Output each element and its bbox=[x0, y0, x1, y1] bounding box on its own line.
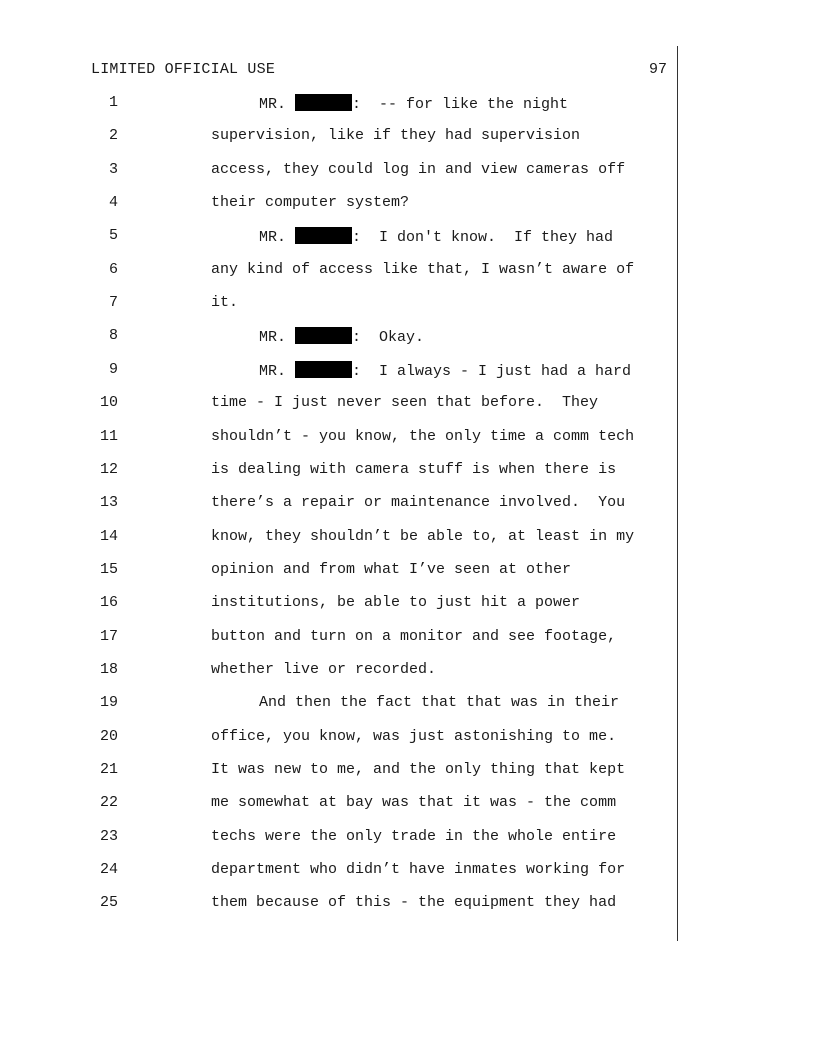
line-number: 16 bbox=[99, 594, 118, 612]
line-text bbox=[211, 127, 580, 144]
line-text bbox=[211, 528, 634, 545]
line-number: 7 bbox=[108, 294, 118, 312]
line-body: it. bbox=[211, 294, 239, 312]
transcript-line bbox=[0, 127, 816, 151]
line-body: department who didn’t have inmates working for bbox=[211, 861, 626, 879]
line-body: there’s a repair or maintenance involved. You bbox=[211, 494, 626, 512]
transcript-line bbox=[0, 861, 816, 885]
line-text bbox=[211, 828, 616, 845]
line-number: 13 bbox=[99, 494, 118, 512]
line-number: 18 bbox=[99, 660, 118, 678]
line-body: techs were the only trade in the whole entire bbox=[211, 827, 617, 845]
transcript-line bbox=[0, 294, 816, 318]
line-number: 23 bbox=[99, 827, 118, 845]
line-number: 10 bbox=[99, 394, 118, 412]
line-body: me somewhat at bay was that it was - the comm bbox=[211, 794, 617, 812]
redaction-box bbox=[295, 327, 352, 344]
transcript-line bbox=[0, 94, 816, 118]
line-text bbox=[211, 561, 571, 578]
line-body: know, they shouldn’t be able to, at least in my bbox=[211, 527, 635, 545]
line-number: 8 bbox=[108, 327, 118, 345]
line-text bbox=[259, 227, 613, 246]
transcript-line bbox=[0, 361, 816, 385]
transcript-line bbox=[0, 327, 816, 351]
line-number: 15 bbox=[99, 560, 118, 578]
transcript-line bbox=[0, 428, 816, 452]
line-body: : I always - I just had a hard bbox=[352, 362, 632, 380]
line-text bbox=[211, 628, 616, 645]
transcript-line bbox=[0, 694, 816, 718]
line-number: 12 bbox=[99, 460, 118, 478]
speaker-label: MR. bbox=[259, 329, 296, 347]
line-body: time - I just never seen that before. They bbox=[211, 394, 599, 412]
line-number: 17 bbox=[99, 627, 118, 645]
transcript-line bbox=[0, 227, 816, 251]
line-number: 20 bbox=[99, 727, 118, 745]
line-body: office, you know, was just astonishing to me. bbox=[211, 727, 617, 745]
line-body: shouldn’t - you know, the only time a comm tech bbox=[211, 427, 635, 445]
line-number: 6 bbox=[108, 260, 118, 278]
line-text bbox=[211, 728, 616, 745]
line-body: institutions, be able to just hit a power bbox=[211, 594, 581, 612]
transcript-line bbox=[0, 628, 816, 652]
speaker-label: MR. bbox=[259, 229, 296, 247]
line-body: button and turn on a monitor and see footage, bbox=[211, 627, 617, 645]
line-body: And then the fact that that was in their bbox=[259, 694, 620, 712]
line-body: : Okay. bbox=[352, 329, 425, 347]
line-number: 2 bbox=[108, 127, 118, 145]
line-text bbox=[211, 861, 625, 878]
line-body: opinion and from what I’ve seen at other bbox=[211, 560, 572, 578]
line-text bbox=[211, 194, 409, 211]
line-body: them because of this - the equipment they had bbox=[211, 894, 617, 912]
line-number: 4 bbox=[108, 194, 118, 212]
line-number: 11 bbox=[99, 427, 118, 445]
line-body: access, they could log in and view cameras off bbox=[211, 160, 626, 178]
redaction-box bbox=[295, 361, 352, 378]
speaker-label: MR. bbox=[259, 362, 296, 380]
line-text bbox=[259, 361, 631, 380]
transcript-line bbox=[0, 794, 816, 818]
transcript-line bbox=[0, 494, 816, 518]
line-number: 21 bbox=[99, 761, 118, 778]
line-text bbox=[211, 428, 634, 445]
line-body: : I don't know. If they had bbox=[352, 229, 614, 247]
line-number: 24 bbox=[99, 861, 118, 879]
line-text bbox=[211, 261, 634, 278]
transcript-line bbox=[0, 394, 816, 418]
line-text bbox=[211, 394, 598, 411]
line-number: 1 bbox=[108, 94, 118, 111]
line-text bbox=[211, 294, 238, 311]
transcript-line bbox=[0, 828, 816, 852]
classification-header: LIMITED OFFICIAL USE bbox=[91, 61, 276, 78]
line-text bbox=[211, 894, 616, 911]
redaction-box bbox=[295, 227, 352, 244]
line-number: 25 bbox=[99, 894, 118, 912]
transcript-line bbox=[0, 161, 816, 185]
line-body: It was new to me, and the only thing that kept bbox=[211, 761, 626, 778]
transcript-line bbox=[0, 194, 816, 218]
transcript-line bbox=[0, 528, 816, 552]
line-text bbox=[211, 161, 625, 178]
line-body: their computer system? bbox=[211, 194, 410, 212]
transcript-line bbox=[0, 261, 816, 285]
line-number: 19 bbox=[99, 694, 118, 712]
line-body: : -- for like the night bbox=[352, 96, 569, 113]
line-number: 14 bbox=[99, 527, 118, 545]
line-body: any kind of access like that, I wasn’t aware of bbox=[211, 260, 635, 278]
speaker-label: MR. bbox=[259, 96, 296, 113]
line-text bbox=[211, 461, 616, 478]
line-text bbox=[211, 661, 436, 678]
transcript-line bbox=[0, 728, 816, 752]
transcript-line bbox=[0, 894, 816, 918]
transcript-line bbox=[0, 561, 816, 585]
transcript-line bbox=[0, 461, 816, 485]
line-number: 3 bbox=[108, 160, 118, 178]
line-text bbox=[211, 761, 625, 778]
line-text bbox=[259, 327, 424, 346]
line-text bbox=[259, 94, 568, 113]
line-text bbox=[259, 694, 619, 711]
line-body: whether live or recorded. bbox=[211, 660, 437, 678]
transcript-line bbox=[0, 761, 816, 785]
line-body: is dealing with camera stuff is when there is bbox=[211, 460, 617, 478]
line-number: 22 bbox=[99, 794, 118, 812]
transcript-line bbox=[0, 594, 816, 618]
line-text bbox=[211, 494, 625, 511]
line-number: 5 bbox=[108, 227, 118, 245]
line-text bbox=[211, 794, 616, 811]
page-number: 97 bbox=[648, 61, 667, 78]
redaction-box bbox=[295, 94, 352, 111]
line-body: supervision, like if they had supervision bbox=[211, 127, 581, 145]
transcript-line bbox=[0, 661, 816, 685]
line-text bbox=[211, 594, 580, 611]
line-number: 9 bbox=[108, 360, 118, 378]
